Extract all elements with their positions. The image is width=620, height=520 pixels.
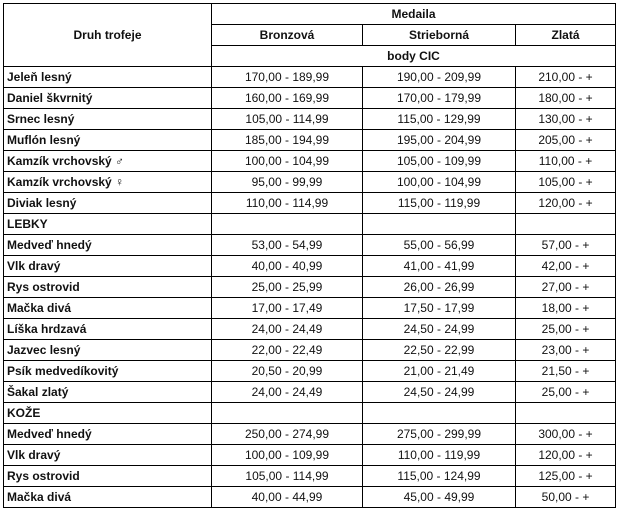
trophy-name-cell: Jazvec lesný (4, 340, 212, 361)
bronze-range-cell: 22,00 - 22,49 (212, 340, 363, 361)
table-header (4, 4, 616, 67)
gold-range-cell: 110,00 - + (516, 151, 616, 172)
trophy-name-cell: Mačka divá (4, 487, 212, 508)
table-row (4, 298, 616, 319)
section-blank-cell (516, 214, 616, 235)
bronze-range-cell: 100,00 - 109,99 (212, 445, 363, 466)
gold-range-cell: 57,00 - + (516, 235, 616, 256)
section-blank-cell (363, 214, 516, 235)
table-row (4, 340, 616, 361)
gold-range-cell: 27,00 - + (516, 277, 616, 298)
silver-range-cell: 21,00 - 21,49 (363, 361, 516, 382)
gold-range-cell: 105,00 - + (516, 172, 616, 193)
silver-range-cell: 105,00 - 109,99 (363, 151, 516, 172)
table-row (4, 256, 616, 277)
trophy-name-cell: Medveď hnedý (4, 424, 212, 445)
table-row (4, 67, 616, 88)
section-row (4, 214, 616, 235)
bronze-range-cell: 160,00 - 169,99 (212, 88, 363, 109)
header-medal: Medaila (212, 4, 616, 25)
silver-range-cell: 55,00 - 56,99 (363, 235, 516, 256)
trophy-medal-table (3, 3, 616, 508)
table-row (4, 88, 616, 109)
trophy-name-cell: Šakal zlatý (4, 382, 212, 403)
bronze-range-cell: 40,00 - 44,99 (212, 487, 363, 508)
section-title: LEBKY (4, 214, 212, 235)
bronze-range-cell: 17,00 - 17,49 (212, 298, 363, 319)
section-blank-cell (516, 403, 616, 424)
trophy-name-cell: Kamzík vrchovský ♀ (4, 172, 212, 193)
section-blank-cell (363, 403, 516, 424)
trophy-name-cell: Daniel škvrnitý (4, 88, 212, 109)
table-body (4, 67, 616, 508)
trophy-name-cell: Rys ostrovid (4, 277, 212, 298)
gold-range-cell: 125,00 - + (516, 466, 616, 487)
trophy-name-cell: Vlk dravý (4, 256, 212, 277)
silver-range-cell: 26,00 - 26,99 (363, 277, 516, 298)
table-row (4, 277, 616, 298)
silver-range-cell: 115,00 - 119,99 (363, 193, 516, 214)
header-trophy-type: Druh trofeje (4, 4, 212, 67)
silver-range-cell: 110,00 - 119,99 (363, 445, 516, 466)
bronze-range-cell: 250,00 - 274,99 (212, 424, 363, 445)
silver-range-cell: 100,00 - 104,99 (363, 172, 516, 193)
gold-range-cell: 120,00 - + (516, 445, 616, 466)
bronze-range-cell: 40,00 - 40,99 (212, 256, 363, 277)
silver-range-cell: 17,50 - 17,99 (363, 298, 516, 319)
section-blank-cell (212, 214, 363, 235)
table-row (4, 361, 616, 382)
gold-range-cell: 120,00 - + (516, 193, 616, 214)
silver-range-cell: 170,00 - 179,99 (363, 88, 516, 109)
table-row (4, 424, 616, 445)
silver-range-cell: 275,00 - 299,99 (363, 424, 516, 445)
silver-range-cell: 115,00 - 124,99 (363, 466, 516, 487)
table-row (4, 445, 616, 466)
silver-range-cell: 195,00 - 204,99 (363, 130, 516, 151)
bronze-range-cell: 185,00 - 194,99 (212, 130, 363, 151)
gold-range-cell: 130,00 - + (516, 109, 616, 130)
header-points: body CIC (212, 46, 616, 67)
bronze-range-cell: 105,00 - 114,99 (212, 109, 363, 130)
trophy-name-cell: Diviak lesný (4, 193, 212, 214)
gold-range-cell: 23,00 - + (516, 340, 616, 361)
bronze-range-cell: 53,00 - 54,99 (212, 235, 363, 256)
bronze-range-cell: 24,00 - 24,49 (212, 382, 363, 403)
trophy-name-cell: Mačka divá (4, 298, 212, 319)
silver-range-cell: 190,00 - 209,99 (363, 67, 516, 88)
bronze-range-cell: 95,00 - 99,99 (212, 172, 363, 193)
gold-range-cell: 205,00 - + (516, 130, 616, 151)
bronze-range-cell: 110,00 - 114,99 (212, 193, 363, 214)
bronze-range-cell: 20,50 - 20,99 (212, 361, 363, 382)
section-title: KOŽE (4, 403, 212, 424)
silver-range-cell: 45,00 - 49,99 (363, 487, 516, 508)
trophy-name-cell: Muflón lesný (4, 130, 212, 151)
header-silver: Strieborná (363, 25, 516, 46)
section-row (4, 403, 616, 424)
table-row (4, 235, 616, 256)
table-row (4, 193, 616, 214)
trophy-name-cell: Medveď hnedý (4, 235, 212, 256)
gold-range-cell: 25,00 - + (516, 319, 616, 340)
bronze-range-cell: 170,00 - 189,99 (212, 67, 363, 88)
table-row (4, 172, 616, 193)
section-blank-cell (212, 403, 363, 424)
silver-range-cell: 22,50 - 22,99 (363, 340, 516, 361)
trophy-name-cell: Kamzík vrchovský ♂ (4, 151, 212, 172)
gold-range-cell: 21,50 - + (516, 361, 616, 382)
bronze-range-cell: 105,00 - 114,99 (212, 466, 363, 487)
gold-range-cell: 25,00 - + (516, 382, 616, 403)
header-gold: Zlatá (516, 25, 616, 46)
table-row (4, 487, 616, 508)
trophy-name-cell: Jeleň lesný (4, 67, 212, 88)
silver-range-cell: 24,50 - 24,99 (363, 382, 516, 403)
table-row (4, 466, 616, 487)
silver-range-cell: 41,00 - 41,99 (363, 256, 516, 277)
trophy-name-cell: Líška hrdzavá (4, 319, 212, 340)
table-row (4, 382, 616, 403)
gold-range-cell: 210,00 - + (516, 67, 616, 88)
silver-range-cell: 24,50 - 24,99 (363, 319, 516, 340)
trophy-name-cell: Srnec lesný (4, 109, 212, 130)
gold-range-cell: 300,00 - + (516, 424, 616, 445)
table-row (4, 109, 616, 130)
trophy-name-cell: Vlk dravý (4, 445, 212, 466)
table-row (4, 130, 616, 151)
bronze-range-cell: 25,00 - 25,99 (212, 277, 363, 298)
gold-range-cell: 50,00 - + (516, 487, 616, 508)
bronze-range-cell: 24,00 - 24,49 (212, 319, 363, 340)
bronze-range-cell: 100,00 - 104,99 (212, 151, 363, 172)
gold-range-cell: 180,00 - + (516, 88, 616, 109)
trophy-name-cell: Rys ostrovid (4, 466, 212, 487)
gold-range-cell: 42,00 - + (516, 256, 616, 277)
trophy-name-cell: Psík medvedíkovitý (4, 361, 212, 382)
silver-range-cell: 115,00 - 129,99 (363, 109, 516, 130)
table-row (4, 319, 616, 340)
table-row (4, 151, 616, 172)
header-bronze: Bronzová (212, 25, 363, 46)
gold-range-cell: 18,00 - + (516, 298, 616, 319)
